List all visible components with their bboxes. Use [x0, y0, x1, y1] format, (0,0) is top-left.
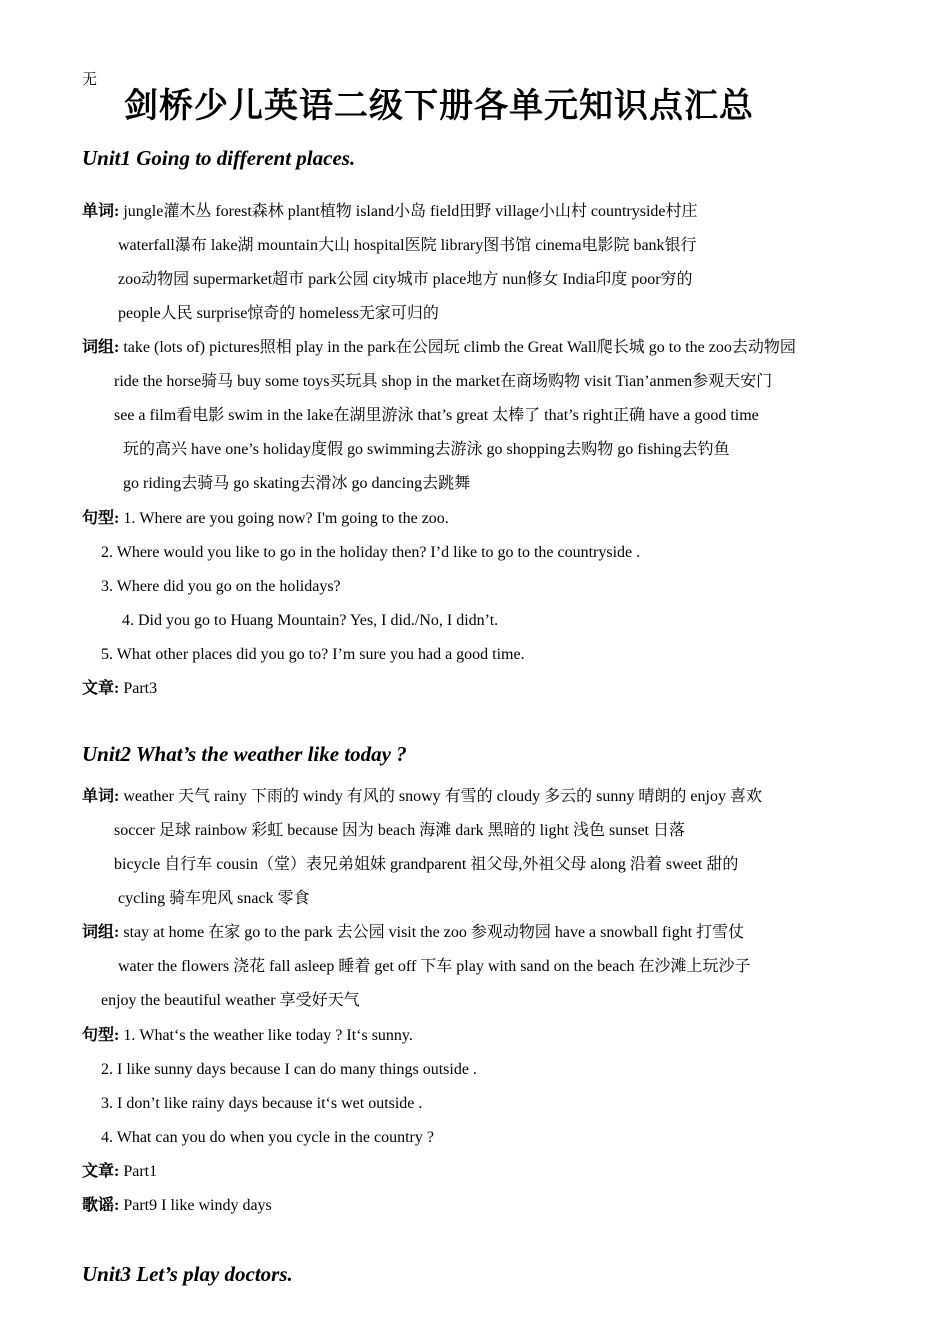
unit1-words-text: jungle灌木丛 forest森林 plant植物 island小岛 field田野 village小山村 countryside村庄	[123, 203, 698, 220]
unit1-words-line-1	[82, 202, 698, 222]
unit1-sentences-line-1	[82, 509, 449, 529]
unit1-sentence-5: 5. What other places did you go to? I’m sure you had a good time.	[101, 646, 525, 663]
unit1-sentence-1: 1. Where are you going now? I'm going to the zoo.	[123, 510, 449, 527]
unit2-words-label: 单词:	[82, 788, 120, 805]
unit2-sentence-2: 2. I like sunny days because I can do many things outside .	[101, 1061, 477, 1078]
unit1-words-line-4: people人民 surprise惊奇的 homeless无家可归的	[118, 305, 439, 322]
unit2-phrases-text: stay at home 在家 go to the park 去公园 visit the zoo 参观动物园 have a snowball fight 打雪仗	[123, 924, 745, 941]
unit2-sentence-4: 4. What can you do when you cycle in the country ?	[101, 1129, 434, 1146]
unit1-sentence-2: 2. Where would you like to go in the holiday then? I’d like to go to the countryside .	[101, 544, 641, 561]
page-title: 剑桥少儿英语二级下册各单元知识点汇总	[124, 86, 754, 126]
unit2-words-line-3: bicycle 自行车 cousin（堂）表兄弟姐妹 grandparent 祖父母,外祖父母 along 沿着 sweet 甜的	[114, 856, 739, 873]
unit1-phrases-line-3: see a film看电影 swim in the lake在湖里游泳 that’s great 太棒了 that’s right正确 have a good time	[114, 407, 759, 424]
unit2-phrases-line-1	[82, 923, 744, 943]
unit1-article-text: Part3	[123, 680, 158, 697]
unit1-phrases-line-5: go riding去骑马 go skating去滑冰 go dancing去跳舞	[123, 475, 471, 492]
unit2-sentences-label: 句型:	[82, 1027, 120, 1044]
unit1-words-line-2: waterfall瀑布 lake湖 mountain大山 hospital医院 library图书馆 cinema电影院 bank银行	[118, 237, 697, 254]
unit2-sentence-3: 3. I don’t like rainy days because it‘s wet outside .	[101, 1095, 423, 1112]
unit2-phrases-label: 词组:	[82, 924, 120, 941]
unit1-words-line-3: zoo动物园 supermarket超市 park公园 city城市 place地方 nun修女 India印度 poor穷的	[118, 271, 693, 288]
unit2-phrases-line-2: water the flowers 浇花 fall asleep 睡着 get off 下车 play with sand on the beach 在沙滩上玩沙子	[118, 958, 751, 975]
unit1-sentence-3: 3. Where did you go on the holidays?	[101, 578, 341, 595]
unit1-phrases-line-1	[82, 338, 796, 358]
unit1-phrases-line-4: 玩的高兴 have one’s holiday度假 go swimming去游泳 go shopping去购物 go fishing去钓鱼	[123, 441, 730, 458]
unit1-phrases-label: 词组:	[82, 339, 120, 356]
unit2-article-text: Part1	[123, 1163, 158, 1180]
unit2-song-text: Part9 I like windy days	[123, 1197, 272, 1214]
unit2-sentences-line-1	[82, 1026, 413, 1046]
unit2-words-line-2: soccer 足球 rainbow 彩虹 because 因为 beach 海滩 dark 黑暗的 light 浅色 sunset 日落	[114, 822, 685, 839]
unit1-words-label: 单词:	[82, 203, 120, 220]
corner-mark: 无	[82, 72, 98, 88]
unit2-article-line	[82, 1162, 157, 1182]
unit1-sentence-4: 4. Did you go to Huang Mountain? Yes, I did./No, I didn’t.	[122, 612, 499, 629]
unit2-heading: Unit2 What’s the weather like today ?	[82, 742, 407, 766]
unit1-heading: Unit1 Going to different places.	[82, 146, 356, 170]
unit1-sentences-label: 句型:	[82, 510, 120, 527]
unit3-heading: Unit3 Let’s play doctors.	[82, 1262, 293, 1286]
unit2-song-label: 歌谣:	[82, 1197, 120, 1214]
unit2-phrases-line-3: enjoy the beautiful weather 享受好天气	[101, 992, 360, 1009]
unit2-article-label: 文章:	[82, 1163, 120, 1180]
unit2-words-text: weather 天气 rainy 下雨的 windy 有风的 snowy 有雪的 cloudy 多云的 sunny 晴朗的 enjoy 喜欢	[123, 788, 762, 805]
unit2-sentence-1: 1. What‘s the weather like today ? It‘s sunny.	[123, 1027, 413, 1044]
unit1-phrases-line-2: ride the horse骑马 buy some toys买玩具 shop in the market在商场购物 visit Tian’anmen参观天安门	[114, 373, 773, 390]
unit2-song-line	[82, 1196, 272, 1216]
unit1-phrases-text: take (lots of) pictures照相 play in the park在公园玩 climb the Great Wall爬长城 go to the zoo去动物园	[123, 339, 796, 356]
unit2-words-line-4: cycling 骑车兜风 snack 零食	[118, 890, 310, 907]
unit1-article-label: 文章:	[82, 680, 120, 697]
unit2-words-line-1	[82, 787, 762, 807]
unit1-article-line	[82, 679, 157, 699]
